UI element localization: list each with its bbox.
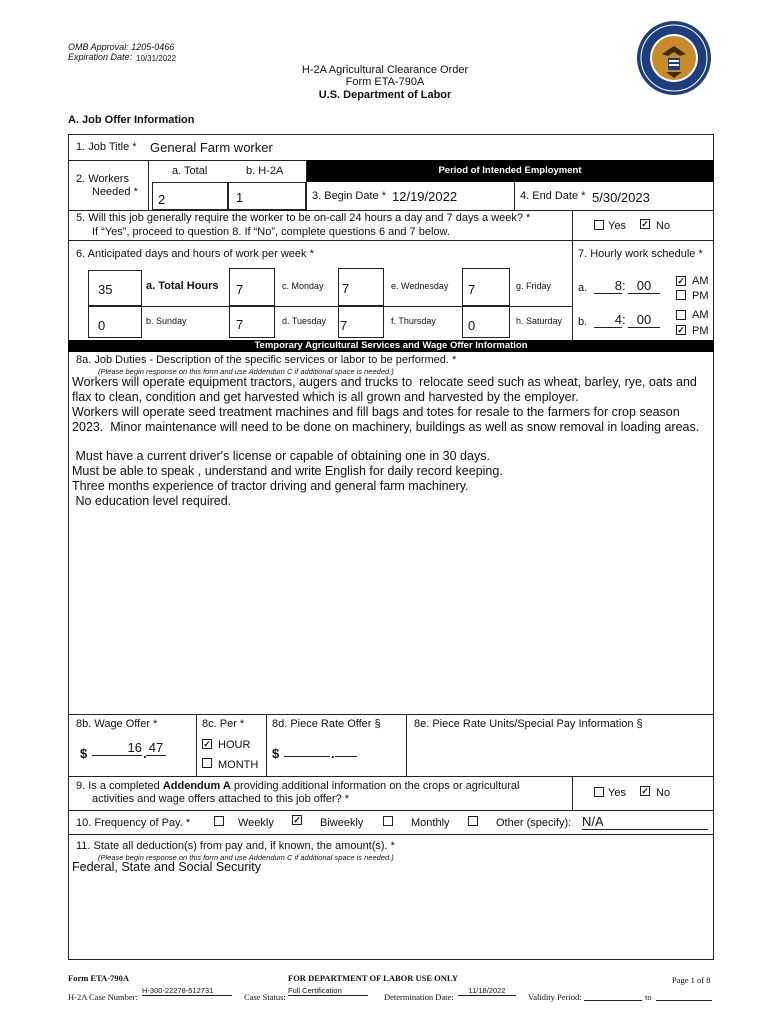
tuesday-label: d. Tuesday: [282, 316, 327, 326]
oncall-no-label: No: [656, 220, 671, 232]
job-duties-label: 8a. Job Duties - Description of the specific services or labor to be performed. *: [76, 354, 457, 366]
pay-weekly-label: Weekly: [238, 817, 274, 829]
form-title: H-2A Agricultural Clearance Order: [301, 64, 469, 76]
addendum-a-yes-label: Yes: [608, 787, 626, 799]
per-hour-checkbox[interactable]: ✓: [203, 739, 211, 749]
schedule-a-pm-label: PM: [692, 290, 709, 302]
addendum-a-question-2: activities and wage offers attached to this job offer? *: [92, 793, 350, 805]
per-label: 8c. Per *: [202, 718, 245, 730]
determination-date-value: 11/18/2022: [458, 986, 516, 996]
job-duties-line-5[interactable]: Must have a current driver's license or capable of obtaining one in 30 days.: [72, 449, 490, 463]
deductions-note: (Please begin response on this form and use Addendum C if additional space is needed.): [98, 853, 394, 862]
deductions-value[interactable]: Federal, State and Social Security: [72, 860, 261, 874]
case-status-label: Case Status:: [244, 992, 286, 1002]
pay-biweekly-checkbox[interactable]: ✓: [293, 815, 301, 825]
footer-form-name: Form ETA-790A: [68, 973, 129, 983]
temporary-services-bar: Temporary Agricultural Services and Wage Offer Information: [68, 340, 714, 352]
begin-date-label: 3. Begin Date *: [312, 190, 386, 202]
wage-offer-label: 8b. Wage Offer *: [76, 718, 158, 730]
h2a-workers-label: b. H-2A: [246, 165, 284, 177]
per-month-label: MONTH: [218, 759, 259, 771]
pay-monthly-checkbox[interactable]: [383, 816, 393, 826]
pay-other-checkbox[interactable]: [468, 816, 478, 826]
schedule-b-hour[interactable]: 4: [594, 312, 622, 328]
piece-rate-dollars-field[interactable]: [284, 742, 330, 757]
wednesday-label: e. Wednesday: [391, 281, 449, 291]
hourly-schedule-label: 7. Hourly work schedule *: [578, 248, 703, 260]
pay-other-label: Other (specify):: [496, 817, 572, 829]
expiration-label: Expiration Date:: [68, 52, 133, 62]
workers-needed-label: 2. Workers: [76, 173, 129, 185]
case-status-value: Full Certification: [288, 986, 368, 996]
days-hours-label: 6. Anticipated days and hours of work per week *: [76, 248, 314, 260]
total-workers-value[interactable]: 2: [158, 192, 166, 207]
job-title-label: 1. Job Title *: [76, 141, 137, 153]
addendum-a-no-label: No: [656, 787, 671, 799]
job-title-value[interactable]: General Farm worker: [150, 140, 273, 155]
begin-date-value[interactable]: 12/19/2022: [392, 189, 458, 204]
expiration-date: 10/31/2022: [136, 54, 177, 63]
schedule-a-minute[interactable]: 00: [628, 278, 660, 294]
sunday-value[interactable]: 0: [98, 318, 106, 333]
job-duties-note: (Please begin response on this form and use Addendum C if additional space is needed.): [98, 367, 394, 376]
thursday-value[interactable]: 7: [340, 318, 348, 333]
wage-cents-value[interactable]: 47: [146, 740, 166, 756]
wage-dollar-sign: $: [80, 746, 88, 761]
case-number-label: H-2A Case Number:: [68, 992, 138, 1002]
omb-approval: OMB Approval: 1205-0466: [68, 42, 175, 52]
job-duties-line-7[interactable]: Three months experience of tractor driving and general farm machinery.: [72, 479, 469, 493]
schedule-a-label: a.: [578, 282, 588, 294]
oncall-yes-checkbox[interactable]: [594, 220, 604, 230]
oncall-yes-label: Yes: [608, 220, 626, 232]
department-name: U.S. Department of Labor: [318, 89, 452, 101]
section-a-heading: A. Job Offer Information: [68, 114, 195, 126]
friday-label: g. Friday: [516, 281, 552, 291]
schedule-b-label: b.: [578, 316, 588, 328]
saturday-value[interactable]: 0: [468, 318, 476, 333]
piece-rate-units-label: 8e. Piece Rate Units/Special Pay Information §: [414, 718, 643, 730]
deductions-label: 11. State all deduction(s) from pay and, if known, the amount(s). *: [76, 840, 395, 852]
pay-monthly-label: Monthly: [411, 817, 450, 829]
thursday-label: f. Thursday: [391, 316, 436, 326]
schedule-a-pm-checkbox[interactable]: [676, 290, 686, 300]
determination-date-label: Determination Date:: [384, 992, 454, 1002]
footer-dol-use: FOR DEPARTMENT OF LABOR USE ONLY: [288, 973, 458, 983]
end-date-value[interactable]: 5/30/2023: [592, 190, 650, 205]
per-month-checkbox[interactable]: [202, 758, 212, 768]
pay-biweekly-label: Biweekly: [320, 817, 364, 829]
addendum-a-yes-checkbox[interactable]: [594, 787, 604, 797]
form-number: Form ETA-790A: [345, 76, 425, 88]
saturday-label: h. Saturday: [516, 316, 563, 326]
job-duties-line-4[interactable]: 2023. Minor maintenance will need to be done on machinery, buildings as well as snow removal in loading areas.: [72, 420, 700, 434]
workers-needed-label-2: Needed *: [92, 186, 138, 198]
total-hours-label: a. Total Hours: [146, 280, 219, 292]
addendum-a-no-checkbox[interactable]: ✓: [641, 786, 649, 796]
oncall-instruction: If “Yes”, proceed to question 8. If “No”, complete questions 6 and 7 below.: [92, 226, 450, 238]
schedule-b-pm-checkbox[interactable]: ✓: [677, 325, 685, 335]
case-number-value: H-300-22278-512731: [142, 986, 232, 996]
validity-period-label: Validity Period:: [528, 992, 582, 1002]
piece-rate-dollar-sign: $: [272, 746, 280, 761]
monday-value[interactable]: 7: [236, 282, 244, 297]
period-header: Period of Intended Employment: [306, 160, 714, 182]
schedule-b-am-label: AM: [692, 309, 709, 321]
job-duties-line-6[interactable]: Must be able to speak , understand and write English for daily record keeping.: [72, 464, 503, 478]
piece-rate-cents-field[interactable]: [335, 742, 357, 757]
job-duties-line-2[interactable]: flax to clean, condition and get harvested which is all grown and harvested by the employer.: [72, 390, 579, 404]
schedule-a-hour[interactable]: 8: [594, 278, 622, 294]
tuesday-value[interactable]: 7: [236, 317, 244, 332]
wednesday-value[interactable]: 7: [342, 281, 350, 296]
validity-to-label: to: [645, 992, 652, 1002]
dol-seal-logo: [636, 20, 712, 96]
schedule-b-am-checkbox[interactable]: [676, 310, 686, 320]
job-duties-line-3[interactable]: Workers will operate seed treatment machines and fill bags and totes for resale to the farmers for crop season: [72, 405, 680, 419]
validity-end-field: [656, 990, 712, 1001]
total-workers-label: a. Total: [172, 165, 208, 177]
sunday-label: b. Sunday: [146, 316, 187, 326]
wage-dollars-value[interactable]: 16: [92, 740, 142, 756]
piece-rate-offer-label: 8d. Piece Rate Offer §: [272, 718, 381, 730]
friday-value[interactable]: 7: [468, 282, 476, 297]
pay-frequency-label: 10. Frequency of Pay. *: [76, 817, 191, 829]
oncall-question: 5. Will this job generally require the worker to be on-call 24 hours a day and 7 days a week? *: [76, 212, 531, 224]
pay-other-value[interactable]: N/A: [582, 814, 708, 830]
end-date-label: 4. End Date *: [520, 190, 586, 202]
schedule-b-minute[interactable]: 00: [628, 312, 660, 328]
addendum-a-question: 9. Is a completed Addendum A providing additional information on the crops or agricultural: [76, 780, 520, 792]
job-duties-line-8[interactable]: No education level required.: [72, 494, 232, 508]
schedule-a-am-label: AM: [692, 275, 709, 287]
validity-start-field: [584, 990, 642, 1001]
h2a-workers-value[interactable]: 1: [236, 190, 244, 205]
footer-page-number: Page 1 of 8: [672, 975, 711, 985]
schedule-b-pm-label: PM: [692, 325, 709, 337]
monday-label: c. Monday: [282, 281, 324, 291]
pay-weekly-checkbox[interactable]: [214, 816, 224, 826]
total-hours-value[interactable]: 35: [98, 282, 113, 297]
per-hour-label: HOUR: [218, 739, 251, 751]
job-duties-line-1[interactable]: Workers will operate equipment tractors, augers and trucks to relocate seed such as wheat, barley, rye, oats and: [72, 375, 697, 389]
schedule-a-am-checkbox[interactable]: ✓: [677, 276, 685, 286]
oncall-no-checkbox[interactable]: ✓: [641, 219, 649, 229]
